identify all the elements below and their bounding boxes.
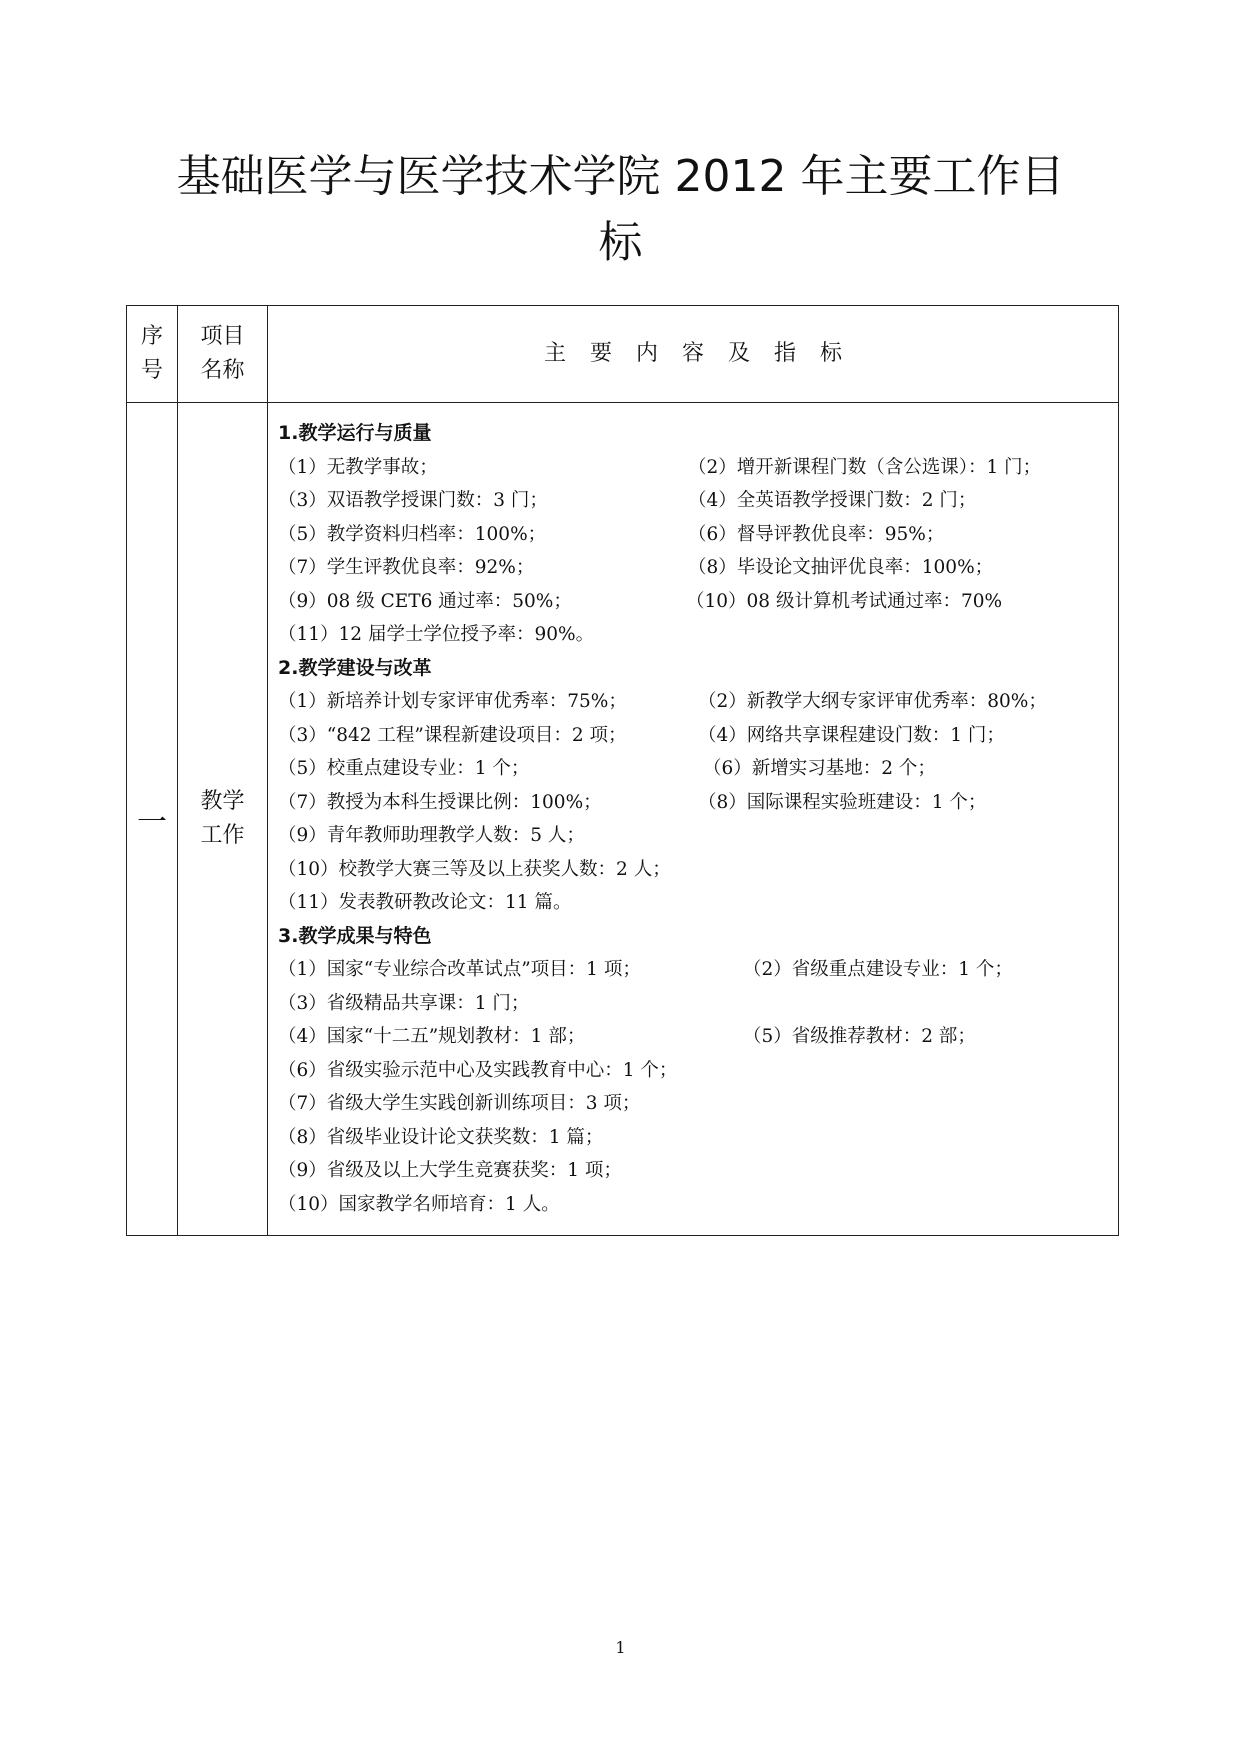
list-item-text: （11）12 届学士学位授予率：90%。 <box>278 624 595 645</box>
list-item-text: （3）“842 工程”课程新建设项目：2 项； <box>278 724 627 746</box>
row-name-line: 工作 <box>200 823 245 848</box>
list-item-text: （9）08 级 CET6 通过率：50%； <box>278 590 572 612</box>
list-item-text: （1）无教学事故； <box>278 456 438 478</box>
row-name <box>178 403 268 1236</box>
section-heading: 1.教学运行与质量 <box>278 422 432 444</box>
row-content <box>268 403 1119 1236</box>
header-seq-line: 序 <box>140 324 163 349</box>
list-item <box>278 1054 1118 1088</box>
list-item-text: （11）发表教研教改论文：11 篇。 <box>278 892 572 913</box>
list-item-text: （6）省级实验示范中心及实践教育中心：1 个； <box>278 1059 678 1081</box>
list-item-text: （1）国家“专业综合改革试点”项目：1 项； <box>278 959 641 980</box>
table-header-row <box>127 306 1119 403</box>
row-name-line: 教学 <box>200 789 245 814</box>
list-item-text: （7）教授为本科生授课比例：100%； <box>278 791 602 813</box>
list-item-text: （6）督导评教优良率：95%； <box>688 523 945 545</box>
table-row <box>127 403 1119 1236</box>
list-item <box>278 518 1118 552</box>
list-item-text: （4）全英语教学授课门数：2 门； <box>688 490 977 511</box>
list-item-text: （7）省级大学生实践创新训练项目：3 项； <box>278 1093 641 1114</box>
list-item-text: （8）省级毕业设计论文获奖数：1 篇； <box>278 1126 604 1148</box>
header-seq <box>127 306 178 403</box>
list-item-text: （10）08 级计算机考试通过率：70% <box>686 590 1003 612</box>
list-item <box>278 1188 1118 1222</box>
header-name-line: 项目 <box>200 324 245 349</box>
list-item-text: （9）青年教师助理教学人数：5 人； <box>278 825 585 846</box>
list-item-text: （5）校重点建设专业：1 个； <box>278 758 530 779</box>
list-item <box>278 1020 1118 1054</box>
list-item <box>278 551 1118 585</box>
section-heading: 3.教学成果与特色 <box>278 924 432 947</box>
list-item <box>278 987 1118 1021</box>
list-item <box>278 786 1118 820</box>
section-heading: 2.教学建设与改革 <box>278 656 432 679</box>
list-item <box>278 1087 1118 1121</box>
list-item-text: （10）国家教学名师培育：1 人。 <box>278 1193 560 1215</box>
list-item-text: （7）学生评教优良率：92%； <box>278 557 535 578</box>
header-content: 主要内容及指标 <box>268 306 1119 403</box>
list-item-text: （9）省级及以上大学生竞赛获奖：1 项； <box>278 1160 622 1181</box>
list-item-text: （4）网络共享课程建设门数：1 门； <box>698 724 1005 746</box>
list-item <box>278 1121 1118 1155</box>
list-item <box>278 752 1118 786</box>
list-item-text: （5）教学资料归档率：100%； <box>278 523 547 545</box>
list-item-text: （10）校教学大赛三等及以上获奖人数：2 人； <box>278 858 671 880</box>
list-item-text: （5）省级推荐教材：2 部； <box>743 1026 976 1047</box>
list-item <box>278 719 1118 753</box>
page-number: 1 <box>615 1638 626 1657</box>
list-item-text: （3）双语教学授课门数：3 门； <box>278 490 548 511</box>
title-line-2: 标 <box>598 217 643 268</box>
list-item-text: （4）国家“十二五”规划教材：1 部； <box>278 1026 586 1047</box>
list-item-text: （1）新培养计划专家评审优秀率：75%； <box>278 691 627 712</box>
header-seq-line: 号 <box>140 358 163 383</box>
list-item <box>278 451 1118 485</box>
list-item-text: （2）省级重点建设专业：1 个； <box>743 959 1013 980</box>
list-item-text: （8）国际课程实验班建设：1 个； <box>698 791 987 813</box>
list-item-text: （6）新增实习基地：2 个； <box>703 758 936 779</box>
list-item <box>278 853 1118 887</box>
list-item-text: （3）省级精品共享课：1 门； <box>278 992 530 1014</box>
list-item <box>278 953 1118 987</box>
header-name-line: 名称 <box>200 358 245 383</box>
list-item <box>278 819 1118 853</box>
list-item-text: （8）毕设论文抽评优良率：100%； <box>688 557 994 578</box>
list-item <box>278 618 1118 652</box>
list-item <box>278 1154 1118 1188</box>
list-item <box>278 484 1118 518</box>
header-name <box>178 306 268 403</box>
row-seq: 一 <box>127 403 178 1236</box>
list-item <box>278 585 1118 619</box>
list-item-text: （2）新教学大纲专家评审优秀率：80%； <box>698 691 1047 712</box>
list-item-text: （2）增开新课程门数（含公选课）：1 门； <box>688 456 1042 478</box>
title-line-1: 基础医学与医学技术学院 2012 年主要工作目 <box>176 151 1065 202</box>
document-title <box>0 144 1241 276</box>
list-item <box>278 886 1118 920</box>
goals-table <box>126 305 1119 1236</box>
list-item <box>278 685 1118 719</box>
